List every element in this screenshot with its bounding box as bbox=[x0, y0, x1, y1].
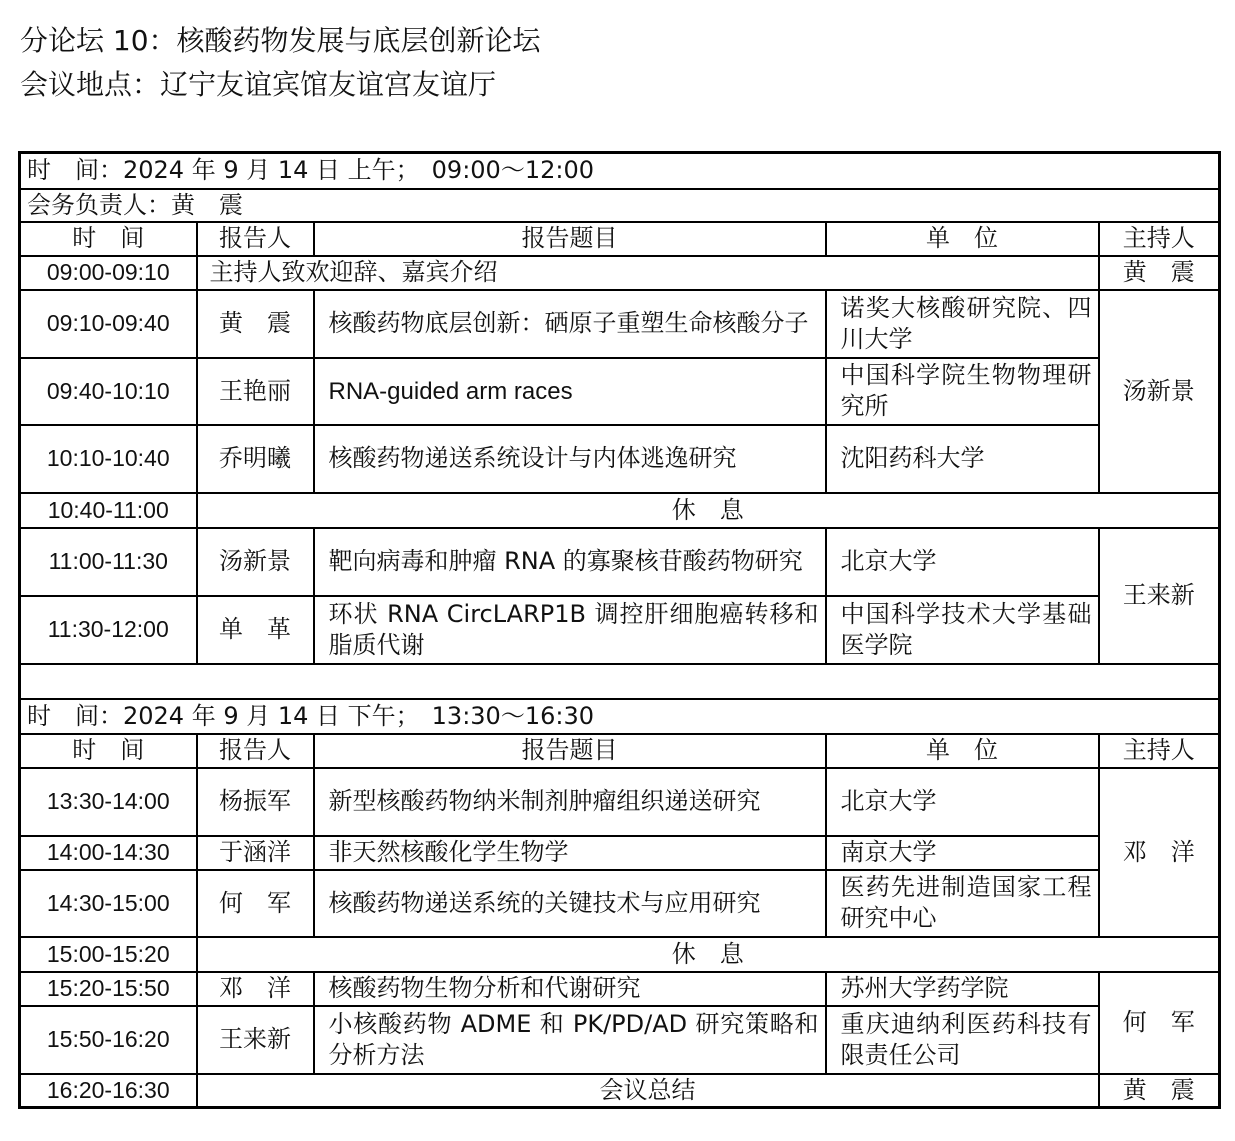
table-row bbox=[20, 836, 1220, 870]
talk-topic: 核酸药物递送系统的关键技术与应用研究 bbox=[314, 870, 826, 937]
talk-topic: 小核酸药物 ADME 和 PK/PD/AD 研究策略和分析方法 bbox=[314, 1006, 826, 1074]
closing-text: 会议总结 bbox=[197, 1074, 1099, 1108]
session-text: 主持人致欢迎辞、嘉宾介绍 bbox=[197, 256, 1099, 290]
talk-topic: 核酸药物底层创新：硒原子重塑生命核酸分子 bbox=[314, 290, 826, 358]
speaker-unit: 医药先进制造国家工程研究中心 bbox=[826, 870, 1099, 937]
speaker-name: 于涵洋 bbox=[197, 836, 314, 870]
header-row bbox=[20, 734, 1220, 768]
table-row bbox=[20, 425, 1220, 493]
speaker-name: 黄 震 bbox=[197, 290, 314, 358]
talk-topic: RNA-guided arm races bbox=[314, 358, 826, 425]
col-topic: 报告题目 bbox=[314, 222, 826, 256]
venue-line: 会议地点：辽宁友谊宾馆友谊宫友谊厅 bbox=[20, 68, 497, 101]
speaker-name: 何 军 bbox=[197, 870, 314, 937]
col-unit: 单 位 bbox=[826, 734, 1099, 768]
closing-row bbox=[20, 1074, 1220, 1108]
speaker-unit: 北京大学 bbox=[826, 768, 1099, 836]
session-time: 09:40-10:10 bbox=[20, 358, 197, 425]
col-time: 时 间 bbox=[20, 222, 197, 256]
speaker-name: 王艳丽 bbox=[197, 358, 314, 425]
col-topic: 报告题目 bbox=[314, 734, 826, 768]
header-row bbox=[20, 222, 1220, 256]
col-host: 主持人 bbox=[1099, 222, 1220, 256]
session-time: 15:20-15:50 bbox=[20, 972, 197, 1006]
section-divider bbox=[20, 664, 1220, 699]
session-time: 10:10-10:40 bbox=[20, 425, 197, 493]
col-host: 主持人 bbox=[1099, 734, 1220, 768]
session-time: 14:30-15:00 bbox=[20, 870, 197, 937]
col-speaker: 报告人 bbox=[197, 734, 314, 768]
break-time: 10:40-11:00 bbox=[20, 493, 197, 528]
speaker-name: 杨振军 bbox=[197, 768, 314, 836]
break-time: 15:00-15:20 bbox=[20, 937, 197, 972]
host-name: 黄 震 bbox=[1099, 1074, 1220, 1108]
table-row bbox=[20, 290, 1220, 358]
speaker-name: 乔明曦 bbox=[197, 425, 314, 493]
talk-topic: 核酸药物生物分析和代谢研究 bbox=[314, 972, 826, 1006]
table-row bbox=[20, 256, 1220, 290]
col-time: 时 间 bbox=[20, 734, 197, 768]
host-name: 何 军 bbox=[1099, 972, 1220, 1074]
afternoon-datetime-row bbox=[20, 699, 1220, 734]
speaker-name: 汤新景 bbox=[197, 528, 314, 596]
session-time: 14:00-14:30 bbox=[20, 836, 197, 870]
morning-datetime: 时 间：2024 年 9 月 14 日 上午； 09:00～12:00 bbox=[20, 153, 1220, 189]
table-row bbox=[20, 1006, 1220, 1074]
speaker-unit: 北京大学 bbox=[826, 528, 1099, 596]
table-row bbox=[20, 596, 1220, 664]
host-name: 王来新 bbox=[1099, 528, 1220, 664]
session-time: 15:50-16:20 bbox=[20, 1006, 197, 1074]
speaker-name: 邓 洋 bbox=[197, 972, 314, 1006]
talk-topic: 新型核酸药物纳米制剂肿瘤组织递送研究 bbox=[314, 768, 826, 836]
talk-topic: 靶向病毒和肿瘤 RNA 的寡聚核苷酸药物研究 bbox=[314, 528, 826, 596]
manager-row bbox=[20, 189, 1220, 222]
speaker-unit: 中国科学院生物物理研究所 bbox=[826, 358, 1099, 425]
speaker-name: 王来新 bbox=[197, 1006, 314, 1074]
page-title: 分论坛 10：核酸药物发展与底层创新论坛 bbox=[20, 24, 541, 57]
table-row bbox=[20, 870, 1220, 937]
host-name: 黄 震 bbox=[1099, 256, 1220, 290]
host-name: 汤新景 bbox=[1099, 290, 1220, 493]
col-speaker: 报告人 bbox=[197, 222, 314, 256]
col-unit: 单 位 bbox=[826, 222, 1099, 256]
speaker-name: 单 革 bbox=[197, 596, 314, 664]
morning-datetime-row bbox=[20, 153, 1220, 189]
session-time: 11:00-11:30 bbox=[20, 528, 197, 596]
speaker-unit: 南京大学 bbox=[826, 836, 1099, 870]
session-time: 09:00-09:10 bbox=[20, 256, 197, 290]
speaker-unit: 诺奖大核酸研究院、四川大学 bbox=[826, 290, 1099, 358]
meeting-manager: 会务负责人：黄 震 bbox=[20, 189, 1220, 222]
speaker-unit: 苏州大学药学院 bbox=[826, 972, 1099, 1006]
break-label: 休 息 bbox=[197, 937, 1220, 972]
table-row bbox=[20, 528, 1220, 596]
session-time: 13:30-14:00 bbox=[20, 768, 197, 836]
break-row bbox=[20, 493, 1220, 528]
table-row bbox=[20, 358, 1220, 425]
host-name: 邓 洋 bbox=[1099, 768, 1220, 937]
schedule-table bbox=[18, 151, 1221, 1109]
talk-topic: 非天然核酸化学生物学 bbox=[314, 836, 826, 870]
speaker-unit: 重庆迪纳利医药科技有限责任公司 bbox=[826, 1006, 1099, 1074]
speaker-unit: 沈阳药科大学 bbox=[826, 425, 1099, 493]
afternoon-datetime: 时 间：2024 年 9 月 14 日 下午； 13:30～16:30 bbox=[20, 699, 1220, 734]
talk-topic: 核酸药物递送系统设计与内体逃逸研究 bbox=[314, 425, 826, 493]
speaker-unit: 中国科学技术大学基础医学院 bbox=[826, 596, 1099, 664]
session-time: 11:30-12:00 bbox=[20, 596, 197, 664]
session-time: 09:10-09:40 bbox=[20, 290, 197, 358]
table-row bbox=[20, 768, 1220, 836]
session-time: 16:20-16:30 bbox=[20, 1074, 197, 1108]
talk-topic: 环状 RNA CircLARP1B 调控肝细胞癌转移和脂质代谢 bbox=[314, 596, 826, 664]
break-row bbox=[20, 937, 1220, 972]
break-label: 休 息 bbox=[197, 493, 1220, 528]
table-row bbox=[20, 972, 1220, 1006]
